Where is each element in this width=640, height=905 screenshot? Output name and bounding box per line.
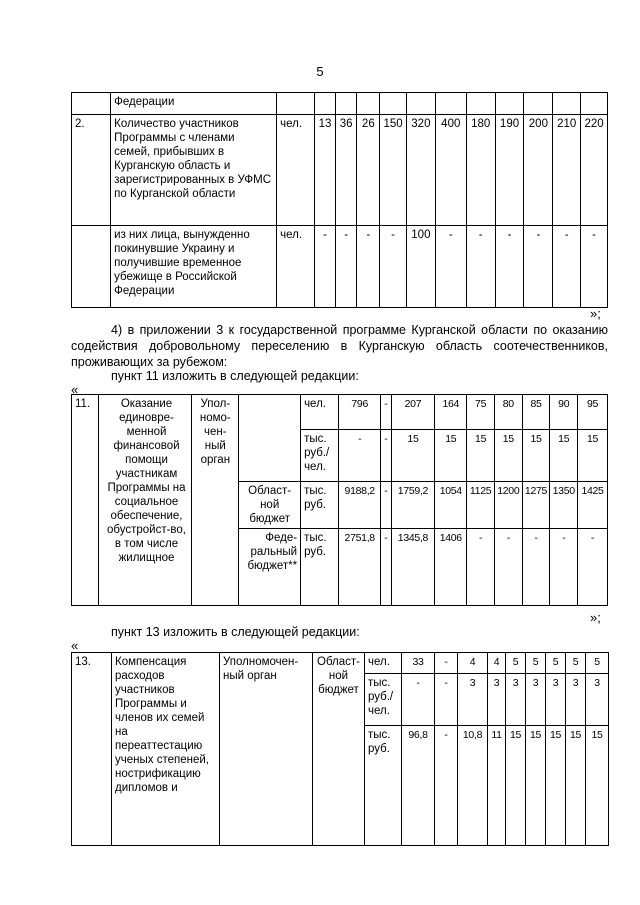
cell-value: - <box>435 674 458 726</box>
cell-value: 15 <box>506 726 526 846</box>
cell-value: 210 <box>553 115 581 226</box>
cell-value: 150 <box>380 115 407 226</box>
cell-value: 2751,8 <box>339 529 381 606</box>
cell-value: 33 <box>402 653 435 674</box>
cell-name: Компенсация расходов участников Программы и членов их семей на переаттестацию ученых степеней, нострификацию дипломов и <box>112 653 220 846</box>
cell-unit: тыс. руб. <box>301 482 339 529</box>
cell-source: Област-ной бюджет <box>239 482 301 529</box>
cell-value: 90 <box>550 395 578 430</box>
cell-value: - <box>380 482 391 529</box>
table-row <box>72 93 608 115</box>
cell-value: 15 <box>526 726 546 846</box>
cell-value: 5 <box>546 653 566 674</box>
cell-name: из них лица, вынужденно покинувшие Украину и получившие временное убежище в Российской Федерации <box>111 226 277 308</box>
cell-value: 3 <box>526 674 546 726</box>
cell-value: - <box>335 226 357 308</box>
cell-name: Федерации <box>111 93 277 115</box>
cell-value: 10,8 <box>458 726 488 846</box>
cell-value: 1350 <box>550 482 578 529</box>
cell-value: 3 <box>458 674 488 726</box>
cell-value: - <box>315 226 336 308</box>
cell-value: 220 <box>581 115 608 226</box>
cell-value: - <box>380 430 391 482</box>
cell-value: 15 <box>522 430 550 482</box>
cell-value: 13 <box>315 115 336 226</box>
cell-value: - <box>522 529 550 606</box>
cell-value: 95 <box>578 395 608 430</box>
cell-value: 1200 <box>494 482 522 529</box>
cell-value: - <box>357 226 380 308</box>
cell-value: 15 <box>494 430 522 482</box>
cell-source <box>239 395 301 482</box>
cell-value: - <box>435 226 466 308</box>
cell-value: 15 <box>566 726 586 846</box>
point-13-intro: пункт 13 изложить в следующей редакции: <box>111 625 360 639</box>
cell-value: 1759,2 <box>391 482 435 529</box>
cell-unit: чел. <box>365 653 402 674</box>
cell-executor: Упол-номо-чен-ный орган <box>192 395 239 606</box>
cell-value: 3 <box>546 674 566 726</box>
cell-value: 85 <box>522 395 550 430</box>
cell-unit: чел. <box>301 395 339 430</box>
cell-value: - <box>495 226 524 308</box>
cell-num: 2. <box>72 115 111 226</box>
cell-value: 26 <box>357 115 380 226</box>
cell-value: - <box>380 395 391 430</box>
cell-value: 75 <box>467 395 495 430</box>
cell-num: 13. <box>72 653 112 846</box>
cell-value: 1345,8 <box>391 529 435 606</box>
cell-value: - <box>380 226 407 308</box>
cell-value: 200 <box>524 115 553 226</box>
cell-value: - <box>339 430 381 482</box>
cell-value: 3 <box>586 674 609 726</box>
table-row <box>72 226 608 308</box>
cell-value: 9188,2 <box>339 482 381 529</box>
cell-value: - <box>402 674 435 726</box>
cell-value: 15 <box>550 430 578 482</box>
cell-value: 11 <box>488 726 506 846</box>
cell-value: 15 <box>578 430 608 482</box>
cell-value: - <box>553 226 581 308</box>
cell-value: 100 <box>406 226 435 308</box>
table-point-13 <box>71 652 609 846</box>
cell-name: Оказание единовре-менной финансовой помощи участникам Программы на социальное обеспечение, обустройст-во, в том числе жилищное <box>98 395 192 606</box>
table-row <box>72 653 609 674</box>
table-row <box>72 395 608 430</box>
cell-value: 15 <box>391 430 435 482</box>
cell-value: 15 <box>546 726 566 846</box>
table-row <box>72 115 608 226</box>
cell-value: 1125 <box>467 482 495 529</box>
cell-value: 15 <box>467 430 495 482</box>
cell-value: - <box>467 529 495 606</box>
cell-value: 320 <box>406 115 435 226</box>
cell-value: 190 <box>495 115 524 226</box>
cell-source: Феде-ральный бюджет** <box>239 529 301 606</box>
cell-value: 5 <box>526 653 546 674</box>
cell-value: 207 <box>391 395 435 430</box>
cell-value: 15 <box>435 430 467 482</box>
cell-name: Количество участников Программы с членами семей, прибывших в Курганскую область и зарегистрированных в УФМС по Курганской области <box>111 115 277 226</box>
cell-unit: тыс. руб./ чел. <box>301 430 339 482</box>
cell-value: - <box>550 529 578 606</box>
cell-value: - <box>435 726 458 846</box>
cell-value: - <box>466 226 495 308</box>
open-quote-1: « <box>71 382 79 397</box>
cell-value: - <box>581 226 608 308</box>
cell-value: 96,8 <box>402 726 435 846</box>
cell-unit: чел. <box>277 115 315 226</box>
cell-executor: Уполномочен-ный орган <box>220 653 313 846</box>
cell-value: - <box>578 529 608 606</box>
cell-value: 3 <box>506 674 526 726</box>
closing-quote-1: »; <box>590 306 601 321</box>
cell-value: 796 <box>339 395 381 430</box>
cell-unit: тыс. руб./ чел. <box>365 674 402 726</box>
page-number: 5 <box>316 64 324 79</box>
cell-unit: тыс. руб. <box>365 726 402 846</box>
cell-value: - <box>435 653 458 674</box>
cell-value: 80 <box>494 395 522 430</box>
cell-value: 5 <box>586 653 609 674</box>
cell-value: - <box>380 529 391 606</box>
point-11-intro: пункт 11 изложить в следующей редакции: <box>111 369 359 383</box>
cell-value: 5 <box>566 653 586 674</box>
cell-value: 400 <box>435 115 466 226</box>
cell-value: 15 <box>586 726 609 846</box>
cell-value: 3 <box>488 674 506 726</box>
table-indicators <box>71 92 608 308</box>
cell-value: 4 <box>488 653 506 674</box>
cell-value: 1425 <box>578 482 608 529</box>
cell-value: 1406 <box>435 529 467 606</box>
cell-source: Област-ной бюджет <box>313 653 365 846</box>
cell-value: - <box>524 226 553 308</box>
closing-quote-2: »; <box>590 610 601 625</box>
cell-value: 164 <box>435 395 467 430</box>
cell-value: 180 <box>466 115 495 226</box>
cell-value: 4 <box>458 653 488 674</box>
cell-value: 36 <box>335 115 357 226</box>
cell-num: 11. <box>72 395 99 606</box>
paragraph-4: 4) в приложении 3 к государственной программе Курганской области по оказанию содействия добровольному переселению в Курганскую область соотечественников, проживающих за рубежом: <box>71 323 608 369</box>
cell-unit: тыс. руб. <box>301 529 339 606</box>
cell-value: 5 <box>506 653 526 674</box>
cell-unit: чел. <box>277 226 315 308</box>
cell-value: 1275 <box>522 482 550 529</box>
cell-value: 1054 <box>435 482 467 529</box>
open-quote-2: « <box>71 638 79 653</box>
cell-value: 3 <box>566 674 586 726</box>
table-point-11 <box>71 394 608 606</box>
cell-value: - <box>494 529 522 606</box>
